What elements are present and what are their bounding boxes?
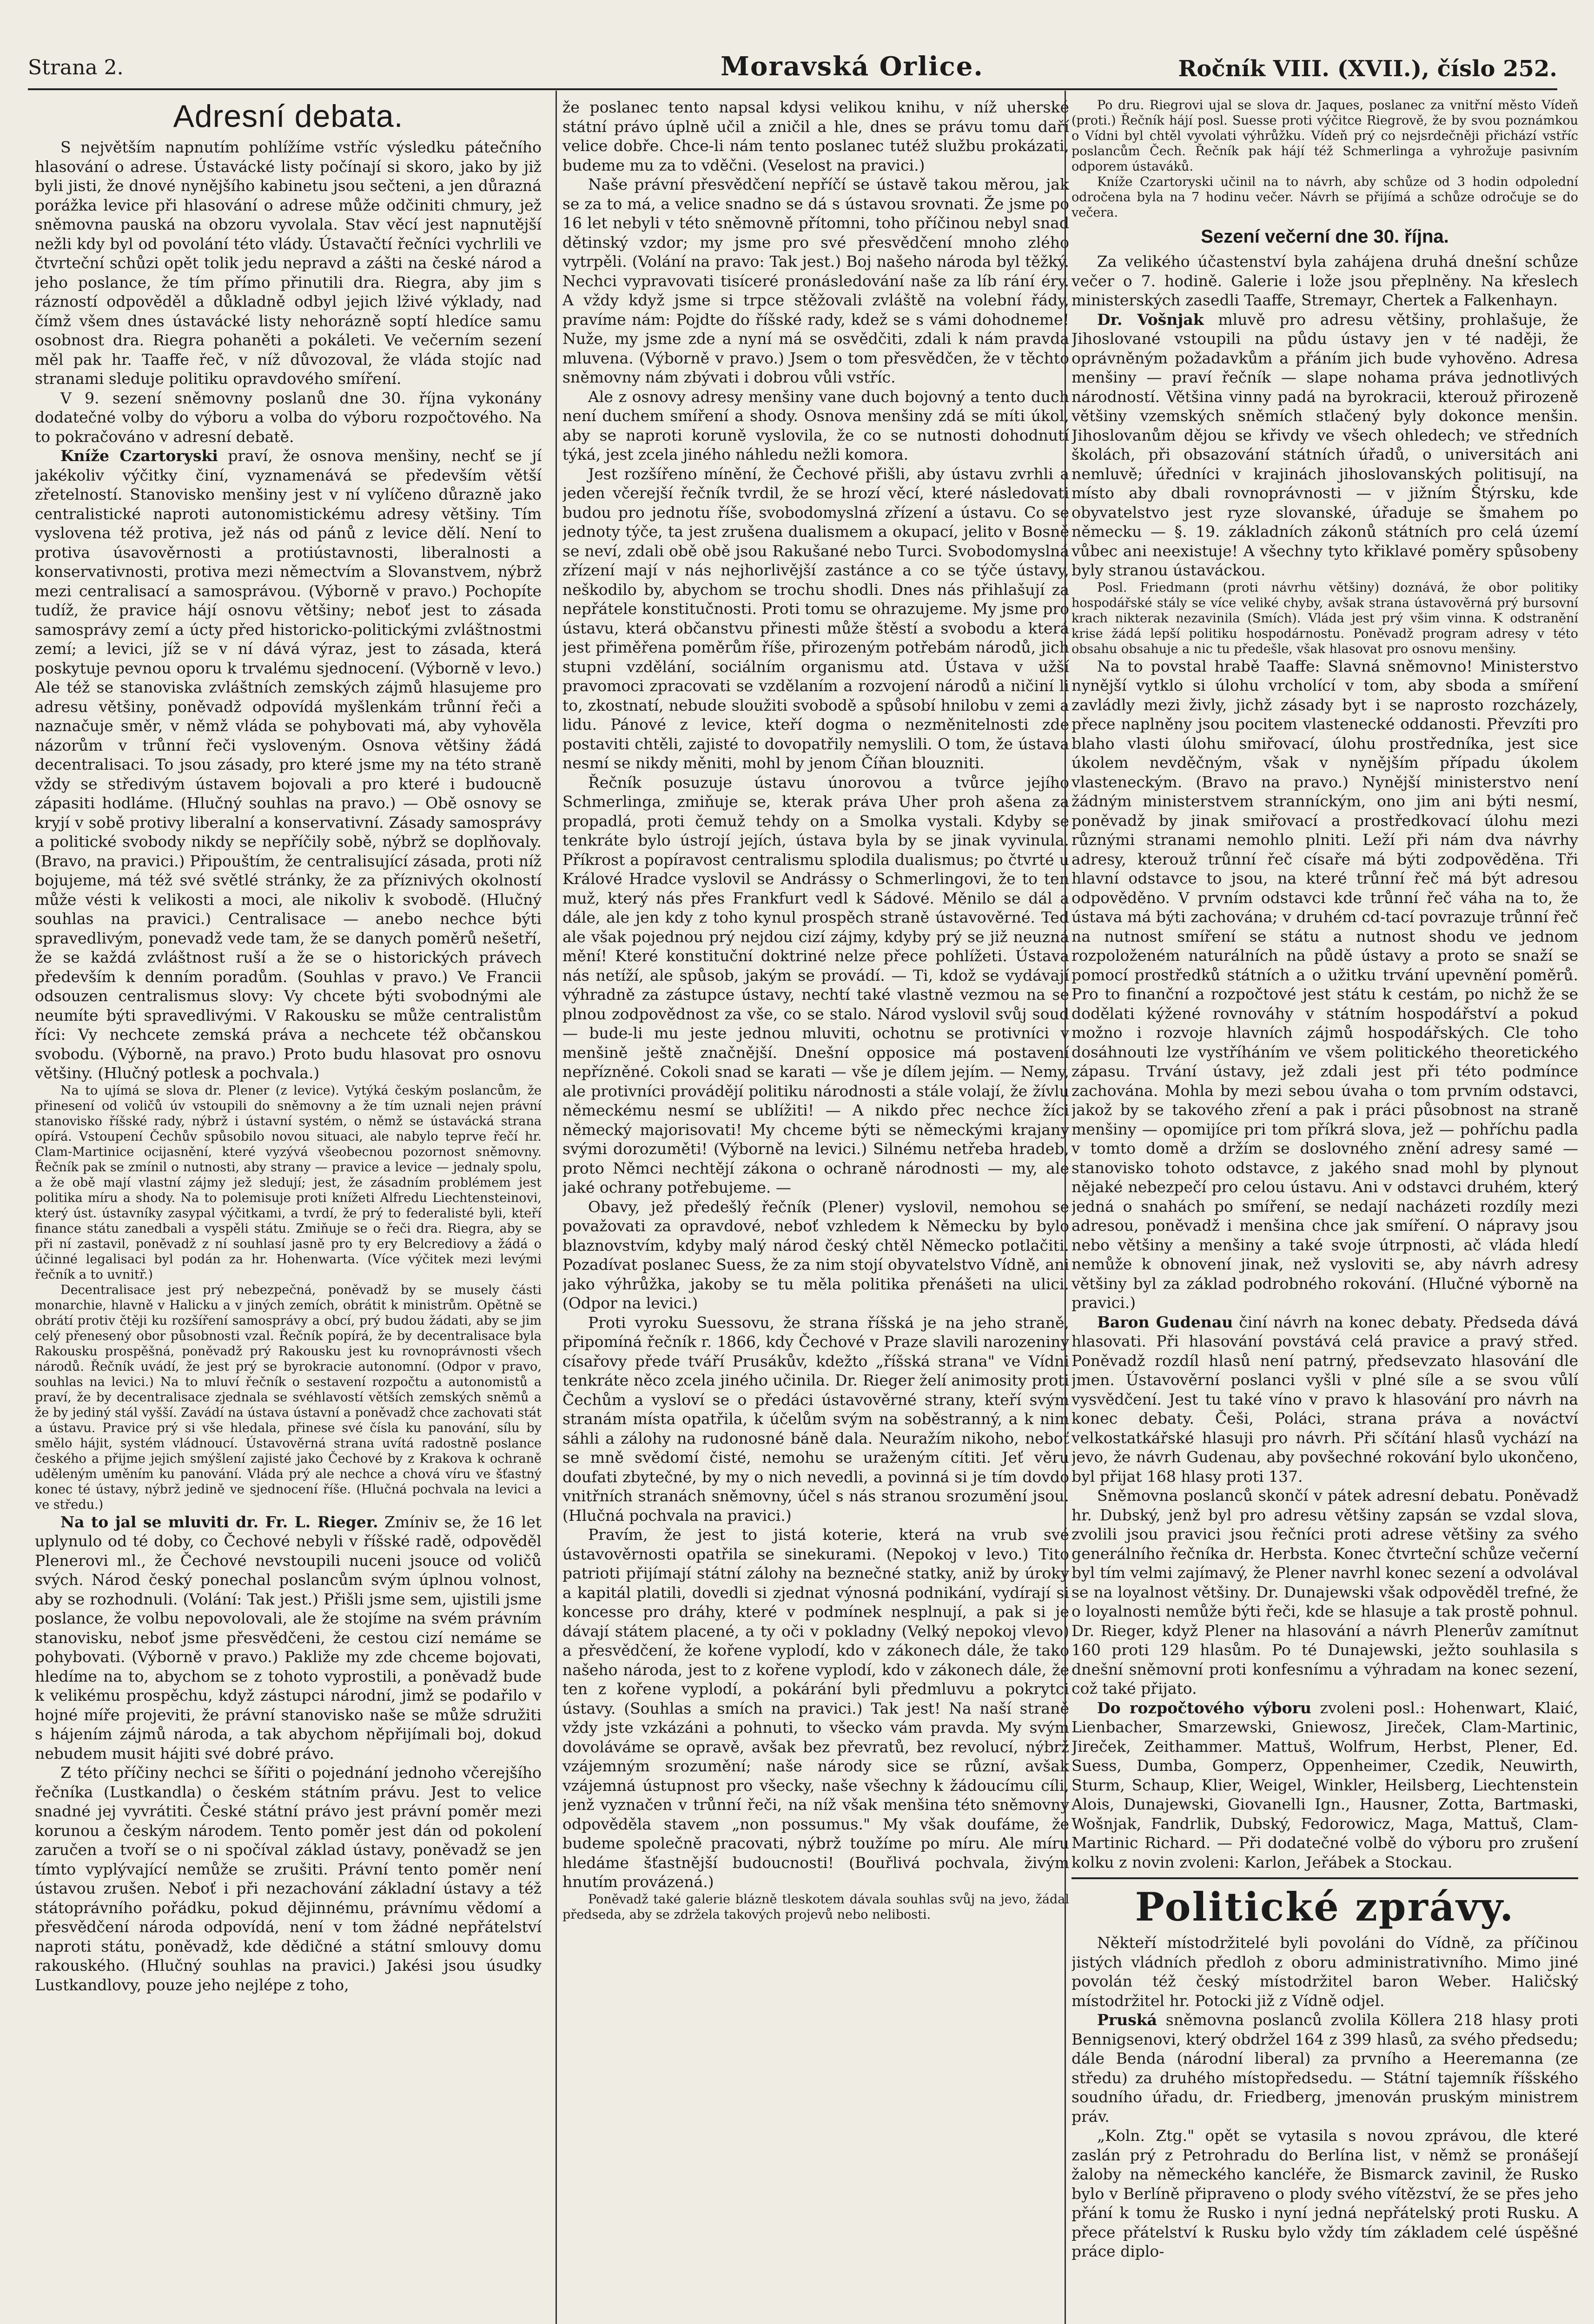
paragraph: Ale z osnovy adresy menšiny vane duch bojovný a tento duch není duchem smíření a shody. Osnova menšiny zdá se míti úkol, aby se naproti koruně vyslovila, že co se nutnosti dohodnutí týká, jest zcela jiného náhledu nežli komora. bbox=[562, 387, 1069, 463]
paragraph: Poněvadž také galerie blázně tleskotem dávala souhlas svůj na jevo, žádal předseda, aby se zdržela takových projevů nebo nelibosti. bbox=[562, 1892, 1069, 1922]
paragraph bbox=[35, 1512, 542, 1763]
paragraph: Na to povstal hrabě Taaffe: Slavná sněmovno! Ministerstvo nynější vytklo si úlohu vrcholící v tom, aby sboda a smíření zavládly mezi živly, jichž zásady byt i se naprosto rozcházely, přece naplněny jsou pocitem vlastenecké oddanosti. Převzíti pro blaho vlasti úlohu smiřovací, úlohu prostředníka, jest sice úkolem nevděčným, však v nynějším případu úkolem vlasteneckým. (Bravo na pravo.) Nynější ministerstvo není žádným ministerstvem stranníckým, ono jim ani býti nesmí, poněvadž by jinak smiřovací a prostředkovací úlohu mezi různými stranami nemohlo plniti. Leží při nám dva návrhy adresy, kterouž trůnní řeč císaře má býti zodpověděna. Tři hlavní odstavce to jsou, na které trůnní řeč má být adresou odpověděno. V prvním odstavci kde trůnní řeč váha na to, že ústava má býti zachována; v druhém cd-tací povrazuje trůnní řeč na nutnost smíření se státu a nutnost shodu ve jednom rozpoloženém naturálních na půdě ústavy a proto se snaží se pomocí prostředků státních a o užitku trvání upevnění poměrů. Pro to finanční a rozpočtové jest státu k cestám, po nichž že se dodělati kýžené rovnováhy v státním hospodářství a pokud možno i rozvoje hlavních zájmů hospodářských. Cle toho dosáhnouti lze vystříháním ve všem politického theoretického zápasu. Trvání ústavy, jež zdali jest při této podmínce zachována. Mohla by mezi sebou úvaha o tom prvním odstavci, jakož by se takového zření a pak i práci působnost na straně menšiny — opomijíce pri tom příkrá slova, jež — pohříchu padla v tomto domě a držím se doslovného znění adresy samé — stanovisko tohoto odstavce, z jakého snad mohl by plynout nějaké nebezpečí pro celou ústavu. Ani v odstavci druhém, který jedná o snahách po smíření, se nedají nacházeti rozdíly mezi adresou, poněvadž i menšina chce jak smíření. O nápravy jsou nebo většiny a menšiny a také svoje útrpnosti, ač vláda hledí nemůže k obnovení jinak, než vysloviti se, aby návrh adresy většiny byl za základ podrobného rokování. (Hlučné výborně na pravici.) bbox=[1071, 657, 1578, 1312]
speech-text: mluvě pro adresu většiny, prohlašuje, že Jihoslované vstoupili na půdu ústavy jen v té naději, že oprávněným požadavkům a přáním jich bude vyhověno. Adresa menšiny — praví řečník — slape nohama práva jednotlivých národností. Většina vinny padá na byrokracii, kterouž přirozeně většiny vzemských sněmích stlačený byly dokonce menšin. Jihoslovanům dějou se křivdy ve všech ohledech; ve středních školách, při obsazování státních úřadů, o universitách ani nemluvě; úředníci v krajinách jihoslovanských politisují, na místo aby dbali rovnoprávnosti — v jižním Štýrsku, kde obyvatelstvo jest ryze slovanské, úřaduje se šmahem po německu — §. 19. základních zákonů státních pro celá území vůbec ani neexistuje! A všechny tyto křiklavé poměry spůsobeny byly stranou ústaváckou. bbox=[1071, 310, 1578, 579]
paragraph bbox=[1071, 310, 1578, 580]
paragraph: Za velikého účastenství byla zahájena druhá dnešní schůze večer o 7. hodině. Galerie i lože jsou přeplněny. Na křeslech ministerských zasedli Taaffe, Stremayr, Chertek a Falkenhayn. bbox=[1071, 252, 1578, 309]
speech-text: Zmíniv se, že 16 let uplynulo od té doby, co Čechové nebyli v říšské radě, odpověděl Plenerovi ml., že Čechové nevstoupili nuceni jsouce od voličů svých. Národ český ponechal poslancům svým úplnou volnost, aby se rozhodnuli. (Volání: Tak jest.) Přišli jsme sem, ujistili jsme poslance, že volbu nepovolovali, ale že stojíme na svém právním stanovisku, neboť jsme přesvědčeni, že cestou cizí nemáme se pohybovati. (Výborně v pravo.) Pakliže my zde chceme bojovati, hledíme na to, abychom se z tohoto vyprostili, a poněvadž bude k velikému prospěchu, když zástupci národní, jimž se podařilo v hojné míře projeviti, že právní stanovisko naše se může sdružiti s hájením zájmů národa, a tak abychom něpřijímali boj, dokud nebudem musit hájiti své dobré právo. bbox=[35, 1512, 542, 1763]
paragraph: Naše právní přesvědčení nepříčí se ústavě takou měrou, jak se za to má, a velice snadno se dá s ústavou srovnati. Že jsme po 16 let nebyli v této sněmovně přítomni, toho příčinou nebyl snad dětinský vzdor; my jsme pro své přesvědčení mnoho zlého vytrpěli. (Volání na pravo: Tak jest.) Boj našeho národa byl těžký. Nechci vypravovati tisíceré pronásledování naše za líb rání éry. A vždy když jsme si trpce stěžovali zvláště na volební řády, pravíme nám: Pojdte do říšské rady, kdež se s vámi dohodneme! Nuže, my jsme zde a nyní má se osvědčiti, zdali k nám pravda mluvena. (Výborně v pravo.) Jsem o tom přesvědčen, že v těchto sněmovny nám zbývati i dobrou vůli vstříc. bbox=[562, 175, 1069, 386]
speech-text: činí návrh na konec debaty. Předseda dává hlasovati. Při hlasování povstává celá pravice a pravý střed. Poněvadž rozdíl hlasů není patrný, předsevzato hlasování dle jmen. Ústavověrní poslanci vyšli v plné síle a se svou vůlí vysvědčení. Jest tu také víno v pravo k hlasování pro návrh na konec debaty. Češi, Poláci, strana práva a nováctví velkostatkářské hlasuji pro návrh. Při sčítání hlasů vychází na jevo, že návrh Gudenau, aby povšechné rokování bylo ukončeno, byl přijat 168 hlasy proti 137. bbox=[1071, 1313, 1578, 1486]
paragraph: že poslanec tento napsal kdysi velikou knihu, v níž uherské státní právo úplně učil a zničil a hle, dnes se právu tomu daří velice dobře. Chce-li nám tento poslanec tutéž službu prokázati, budeme mu za to vděčni. (Veselost na pravici.) bbox=[562, 98, 1069, 174]
page-header bbox=[28, 51, 1557, 84]
paragraph: Jest rozšířeno mínění, že Čechové přišli, aby ústavu zvrhli a jeden včerejší řečník tvrdil, že se hrozí věcí, které následovati budou pro jednotu říše, svobodomyslná zřízení a ústavu. Co se jednoty týče, ta jest zrušena dualismem a okupací, jelito v Bosně se neví, zdali obě obě jsou Rakušané nebo Turci. Svobodomyslná zřízení mají v nás nejhorlivější zastánce a co se týče ústavy, neškodilo by, abychom se trochu shodli. Dnes nás přihlašují za nepřátele konstitučnosti. Proti tomu se ohrazujeme. My jsme pro ústavu, která občanstvu přinesti může štěstí a svobodu a která jest přiměřena poměrům říše, přirozeným potřebám národů, jich stupni vzdělání, sociálním organismu atd. Ústava v užší pravomoci zpracovati se vzdělaním a rozvojení národů a ničiní li to, zkostnatí, nebude sloužiti svobodě a spůsobí hnilobu v zemi a lidu. Pánové z levice, kteří dogma o nezměnitelnosti zde postaviti chtěli, zajisté to dovopatřily nemyslili. O tom, že ústava nesmí se nikdy měniti, mohl by jenom Číňan blouzniti. bbox=[562, 464, 1069, 772]
column-3 bbox=[1071, 98, 1578, 2324]
speaker-name: Na to jal se mluviti dr. Fr. L. Rieger. bbox=[60, 1512, 378, 1531]
news-lead: Pruská bbox=[1097, 2011, 1157, 2029]
paragraph: Decentralisace jest prý nebezpečná, poněvadž by se musely části monarchie, hlavně v Halicku a v jiných zemích, obrátit k ministrům. Opětně se obrátí protiv čtěji ku rozšíření samosprávy a obcí, prý budou žádati, aby se jim celý přenesený obor působnosti vzal. Řečník popírá, že by decentralisace byla Rakousku prospěšná, poněvadž prý Rakousku jest ku rovnoprávnosti všech národů. Řečník uvádí, že jest prý se byrokracie autonomní. (Odpor v pravo, souhlas na levici.) Na to mluví řečník o sestavení rozpočtu a autonomistů a praví, že by decentralisace zjednala se svéhlavostí větších zemských sněmů a že by jediný stál vyšší. Zavádí na ústava ústavní a poněvadž chce zachovati stát a ústavu. Pravice prý si vše hledala, přinese své čísla ku panování, sílu by smělo hájit, systém vládnoucí. Ústavověrná strana uvítá radostně poslance českého a přijme jejich smýšlení zajisté jako Čechové by z Krakova k ochraně uděleným uměním ku panování. Vláda prý ale nechce a chová víru ve šťastný konec té ústavy, nýbrž jedině ve sjednocení říše. (Hlučná pochvala na levici a ve středu.) bbox=[35, 1282, 542, 1512]
article-title: Adresní debata. bbox=[173, 99, 403, 134]
news-text: sněmovna poslanců zvolila Köllera 218 hlasy proti Bennigsenovi, který obdržel 164 z 399 hlasů, za svého předsedu; dále Benda (národní liberal) za prvního a Heeremanna (ze středu) za druhého místopředsedu. — Státní tajemník říšského soudního úřadu, dr. Friedberg, jmenován pruským ministrem práv. bbox=[1071, 2011, 1578, 2126]
paragraph: Na to ujímá se slova dr. Plener (z levice). Vytýká českým poslancům, že přinesení od voličů úv vstoupili do sněmovny a že tím uznali nejen právní stanovisko říšské rady, nýbrž i ústavní systém, o němž se ústavácká strana opírá. Vstoupení Čechův spůsobilo novou situaci, ale nabylo teprve řečí hr. Clam-Martinice ocijasnění, které vyzývá všeobecnou pozornost sněmovny. Řečník pak se zmínil o nutnosti, aby strany — pravice a levice — jednaly spolu, a že obě mají vlastní zájmy jež sledují; jest, že zásadním problémem jest politika míru a shody. Na to polemisuje proti knížeti Alfredu Liechtensteinovi, který úst. ústavníky zasypal výčitkami, a tvrdí, že prý to federalisté byli, kteří finance státu zanedbali a vyspěli státu. Zmiňuje se o řeči dra. Riegra, aby se při ní zastavil, poněvadž z ní souhlasí jasně pro ty ery Belcrediovy a žádá o účinné legalisaci byl podán za hr. Hohenwarta. (Více výčitek mezi levými řečník a to uvnitř.) bbox=[35, 1083, 542, 1282]
column-divider bbox=[556, 91, 557, 2324]
paragraph: Proti vyroku Suessovu, že strana říšská je na jeho straně, připomíná řečník r. 1866, kdy Čechové v Praze slavili narozeniny císařovy přede tváří Prusákův, kdežto „říšská strana" ve Vídni tenkráte něco zcela jiného učinila. Dr. Rieger želí animosity proti Čechům a vysloví se o předáci ústavověrné strany, kteří svým stranám místa opatřila, k účelům svým na soběstranný, a k nim sáhli a zálohy na rudonosné báně dala. Neuražím nikoho, neboť se mně svědomí čisté, nemohu se uraženým cítiti. Jeť věru doufati zbytečné, by my o nich nevedli, a povinná si je tím dovdo vnitřních stranách sněmovny, účel s nás stranou srozumění jsou. (Hlučná pochvala na pravici.) bbox=[562, 1313, 1069, 1525]
paragraph bbox=[1071, 1313, 1578, 1486]
paragraph: S největším napnutím pohlížíme vstříc výsledku pátečního hlasování o adrese. Ústavácké listy počínají si skoro, jako by již byli jisti, že dnové nynějšího kabinetu jsou sečteni, a jen důrazná porážka levice při hlasování o adrese může odčiniti chmury, jež sněmovna pauská na obzoru vyvolala. Stav věcí jest napnutější nežli kdy byl od povolání této vlády. Ústavačtí řečníci vychrlili ve čtvrteční schůzi opět tolik jedu nepravd a zášti na české národ a jeho poslance, že tím přímo přinutili dra. Riegra, aby jim s rázností odpověděl a důkladně odbyl jejich lživé výklady, nad čímž všem dnes ústavácké listy nehorázně soptí hledíce samu osobnost dra. Riegra pohaněti a pokáleti. Ve večerním sezení měl pak hr. Taaffe řeč, v níž důvozoval, že vláda stojíc nad stranami sleduje politiku opravdového smíření. bbox=[35, 138, 542, 388]
speaker-name: Kníže Czartoryski bbox=[60, 447, 218, 465]
section-heading: Sezení večerní dne 30. října. bbox=[1201, 226, 1449, 247]
paragraph: Posl. Friedmann (proti návrhu většiny) doznává, že obor politiky hospodářské stály se více veliké chyby, avšak strana ústavověrná prý bursovní krach nikterak nezavinila (Smích). Vláda jest prý všim vinna. K odstranění krise žádá lepší politiku hospodárnostu. Poněvadž program adresy v této obsahu obsahuje a nic tu předešle, však hlasovat pro osnovu menšiny. bbox=[1071, 580, 1578, 656]
newspaper-name: Moravská Orlice. bbox=[721, 51, 984, 82]
paragraph: Z této příčiny nechci se šířiti o pojednání jednoho včerejšího řečníka (Lustkandla) o českém státním právu. Jest to velice snadné jej vyvrátiti. České státní právo jest právní poměr mezi korunou a českým národem. Tento poměr jest dán od pokolení zaručen a tvoří se o ni spočíval základ ústavy, poněvadž se jen tímto vyplývající nemůže se zrušiti. Právní tento poměr není ústavou zrušen. Neboť i při nezachování základní ústavy a též státoprávního pořádku, pokud dějinnému, právnímu vědomí a přesvědčení národa odpovídá, není v tom žádné nepřátelství naproti státu, poněvadž, kde dědičné a státní smlouvy domu rakouského. (Hlučný souhlas na pravici.) Jakési jsou úsudky Lustkandlovy, pouze jeho nejlépe z toho, bbox=[35, 1763, 542, 1994]
column-1 bbox=[35, 98, 542, 2324]
header-rule bbox=[28, 88, 1557, 90]
column-2 bbox=[562, 98, 1069, 2324]
speech-text: praví, že osnova menšiny, nechť se jí jakékoliv výčitky činí, vyznamenává se především větší zřetelností. Stanovisko menšiny jest v ní vylíčeno důrazně jako centralistické naproti autonomistickému adresy většiny. Tím vyslovena též protiva, jež nás od pánů z levice dělí. Není to protiva úsavověrnosti a protiústavnosti, liberalnosti a konservativnosti, protiva mezi němectvím a Slovanstvem, nýbrž mezi centralisací a samosprávou. (Výborně v pravo.) Pochopíte tudíž, že pravice hájí osnovu většiny; neboť jest to zásada samosprávy zemí a úcty před historicko-politickými zvláštnostmi zemí; a levici, jíž se v ní dává výraz, jest to zásada, která poskytuje pevnou oporu k trvalému sjednocení. (Výborně v levo.) Ale též se stanoviska zvláštních zemských zájmů hlasujeme pro adresu většiny, poněvadž odpovídá myšlenkám trůnní řeči a naznačuje směr, v němž vláda se pohybovati má, aby vyhověla názorům v trůnní řeči vysloveným. Osnova většiny žádá decentralisaci. To jsou zásady, pro které jsme my na této straně vždy se středivým ústavem bojovali a pro které i budoucně zápasiti hodláme. (Hlučný souhlas na pravo.) — Obě osnovy se kryjí v sobě protivy liberalní a konservativní. Zásady samosprávy a politické svobody nikdy se nepříčily sobě, nýbrž se doplňovaly. (Bravo, na pravici.) Připouštím, že centralisující zásada, proti níž bojujeme, má též své světlé stránky, že za příznivých okolností může vésti k velikosti a moci, ale nikoliv k svobodě. (Hlučný souhlas na pravici.) Centralisace — anebo nechce býti spravedlivým, ponevadž vede tam, že se danych poměrů nešetří, že se každá zvláštnost ruší a že se o historických právech především k denním poradům. (Souhlas v pravo.) Ve Francii odsouzen centralismus slovy: Vy chcete býti svobodnými ale neumíte býti spravedlivými. V Rakousku se může centralistům říci: Vy nechcete zemská práva a nechcete též občanskou svobodu. (Výborně, na pravo.) Proto budu hlasovat pro osnovu většiny. (Hlučný potlesk a pochvala.) bbox=[35, 447, 542, 1082]
paragraph: Po dru. Riegrovi ujal se slova dr. Jaques, poslanec za vnitřní město Vídeň (proti.) Řečník hájí posl. Suesse proti výčitce Riegrově, že by svou poznámkou o Vídni byl chtěl vyvolati výhrůžku. Vídeň prý co nejsrdečněji přichází vstříc poslancům Čech. Řečník pak hájí též Schmerlinga a vyhrožuje pasivním odporem ústaváků. bbox=[1071, 98, 1578, 174]
speaker-name: Dr. Vošnjak bbox=[1097, 310, 1204, 329]
section-title: Politické zprávy. bbox=[1071, 1877, 1578, 1930]
paragraph bbox=[1071, 1698, 1578, 1872]
paragraph: Obavy, jež předešlý řečník (Plener) vyslovil, nemohou se považovati za opravdové, neboť vzhledem k Německu by bylo blaznovstvím, kdyby malý národ český chtěl Německo potlačiti. Pozadívat poslanec Suess, že za nim stojí obyvatelstvo Vídně, ani jako výhrůžka, jakoby se tu měla politika přenášeti na ulici. (Odpor na levici.) bbox=[562, 1197, 1069, 1312]
paragraph: „Koln. Ztg." opět se vytasila s novou zprávou, dle které zaslán prý z Petrohradu do Berlína list, v němž se pronášejí žaloby na německého kancléře, že Bismarck zavinil, že Rusko bylo v Berlíně připraveno o plody svého vítězství, že se přes jeho přání k tomu že Rusko i nyní jedná nepřátelský proti Rusku. A přece přátelství k Rusku bylo vždy tím základem celé úspěšné práce diplo- bbox=[1071, 2126, 1578, 2260]
paragraph: Pravím, že jest to jistá koterie, která na vrub své ústavověrnosti opatřila se sinekurami. (Nepokoj v levo.) Tito patrioti přijímají státní zálohy na beznečné statky, aniž by úroky a kapitál platili, dovedli si zjednat výnosná podnikání, vydírají si koncesse pro dráhy, které v podmínek nesplnují, a pak si je dávají státem placené, a ty oči v pokladny (Velký nepokoj vlevo) a přesvědčení, že kořene vyplodí, kdo v zákonech dále, že tako našeho národa, jest to z kořene vyplodí, kdo v zákonech dále, že ten z kořene vyplodí, a pokárání byli předmluvu a pokrytci ústavy. (Souhlas a smích na pravici.) Tak jest! Na naší straně vždy jste vzkázáni a pohnuti, to všecko vám pravda. My svým dovoláváme se opravě, avšak bez převratů, bez revolucí, nýbrž vzájemným srozumění; naše národy sice se různí, avšak vzájemná ústupnost pro všecky, naše všechny k žádoucímu cíli, jenž vyznačen v trůnní řeči, na níž však menšina této sněmovny odpověděla stavem „non possumus." My však doufáme, že budeme společně pracovati, nýbrž toužíme po míru. Ale míru hledáme šťastnější budoucnosti! (Bouřlivá pochvala, živým hnutím provázená.) bbox=[562, 1525, 1069, 1891]
paragraph: Někteří místodržitelé byli povoláni do Vídně, za příčinou jistých vládních předloh z oboru administrativního. Mimo jiné povolán též český místodržitel baron Weber. Haličský místodržitel hr. Potocki již z Vídně odjel. bbox=[1071, 1934, 1578, 2010]
speaker-name: Baron Gudenau bbox=[1097, 1313, 1233, 1331]
paragraph: Sněmovna poslanců skončí v pátek adresní debatu. Poněvadž hr. Dubský, jenž byl pro adresu většiny zapsán se vzdal slova, zvolili jsou pravici jsou řečníci proti adrese většiny za svého generálního řečníka dr. Herbsta. Konec čtvrteční schůze večerní byl tím velmi zajímavý, že Plener navrhl konec sezení a odvolával se na loyalnost většiny. Dr. Dunajewski však odpověděl trefné, že o loyalnosti nemůže býti řeči, kde se hlasuje a tak prostě pohnul. Dr. Rieger, když Plener na hlasování a návrh Plenerův zamítnut 160 proti 129 hlasům. Po té Dunajewski, ježto souhlasila s dnešní sněmovní proti konfesnímu a výhradam na konec sezení, což také přijato. bbox=[1071, 1486, 1578, 1697]
paragraph: Řečník posuzuje ústavu únorovou a tvůrce jejího Schmerlinga, zmiňuje se, kterak práva Uher proh ašena za propadlá, proti čemuž tehdy on a Smolka vystali. Kdyby se tenkráte bylo ústrojí jejích, ústava byla by se jinak vyvinula. Příkrost a popíravost centralismu splodila dualismus; po čtvrté u Králové Hradce vyslovil se Andrássy o Schmerlingovi, že to ten muž, který nás přes Frankfurt vedl k Sádové. Měnilo se dál a dále, ale jen kdy z toho kynul prospěch straně ústavověrné. Ted ale však pojednou prý nejdou cizí zájmy, kdyby prý se již neuzná mění! Které konstituční doktriné nelze přece pohlížeti. Ústava nás netíží, ale spůsob, jakým se provádí. — Ti, kdož se vydávají výhradně za zástupce ústavy, nechtí také vlastně vezmou na se plnou zodpovědnost za vše, co se stalo. Národ vyslovil svůj soud — bude-li mu jeste jednou mluviti, ochotnu se protivníci v menšině ještě značnější. Dnešní opposice má postavení nepřízněné. Cokoli snad se karati — vše je dílem jejím. — Nemy, ale protivníci provádějí politiku národnosti a stále volají, že žívlu německému nesmí se ublížiti! — A nikdo přec nechce žíci německý majorisovati! My chceme býti se německými krajany svými dorozuměti! (Výborně na levici.) Silnému netřeba hradeb, proto Němci nechtějí zákona o ochraně národnosti — my, ale jaké ochrany potřebujeme. — bbox=[562, 773, 1069, 1196]
volume-info: Ročník VIII. (XVII.), číslo 252. bbox=[1178, 56, 1557, 82]
paragraph bbox=[35, 446, 542, 1083]
page-number: Strana 2. bbox=[28, 56, 124, 79]
paragraph bbox=[1071, 2010, 1578, 2126]
committee-text: zvoleni posl.: Hohenwart, Klaić, Lienbacher, Smarzewski, Gniewosz, Jireček, Clam-Martinic, Jireček, Zeithammer. Mattuš, Wolfrum, Herbst, Plener, Ed. Suess, Dumba, Gomperz, Oppenheimer, Czedik, Neuwirth, Sturm, Schaup, Klier, Weigel, Winkler, Heilsberg, Liechtenstein Alois, Dunajewski, Giovanelli Ign., Hausner, Zotta, Bartmaski, Wošnjak, Fandrlik, Dubský, Fedorowicz, Maga, Mattuš, Clam-Martinic Richard. — Při dodatečné volbě do výboru pro zrušení kolku z novin zvoleni: Karlon, Jeřábek a Stockau. bbox=[1071, 1698, 1578, 1871]
paragraph: Kníže Czartoryski učinil na to návrh, aby schůze od 3 hodin odpolední odročena byla na 7 hodinu večer. Návrh se přijímá a schůze odročuje se do večera. bbox=[1071, 175, 1578, 220]
committee-lead: Do rozpočtového výboru bbox=[1097, 1698, 1311, 1717]
paragraph: V 9. sezení sněmovny poslanů dne 30. října vykonány dodatečné volby do výboru a volba do výboru rozpočtového. Na to pokračováno v adresní debatě. bbox=[35, 389, 542, 446]
